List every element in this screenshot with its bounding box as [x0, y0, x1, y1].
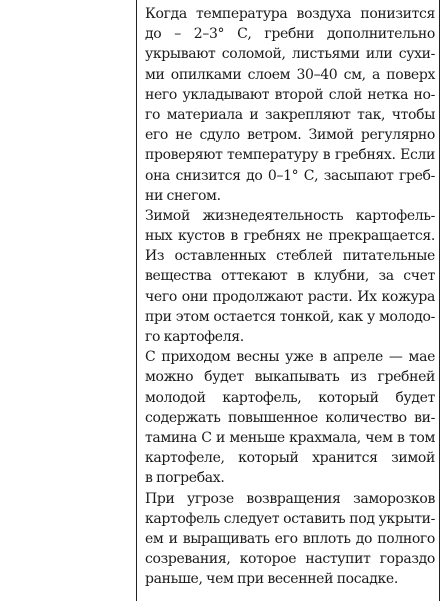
- text-line: Зимой жизнедеятельность картофель-: [145, 207, 435, 224]
- text-line: укрывают соломой, листьями или сухи-: [145, 46, 435, 63]
- text-line: Из оставленных стеблей питательные: [145, 248, 435, 265]
- text-line: ни снегом.: [145, 187, 221, 204]
- text-line: ми опилками слоем 30–40 см, а поверх: [145, 66, 435, 83]
- text-line: при этом остается тонкой, как у молодо-: [145, 308, 435, 325]
- text-line: тамина С и меньше крахмала, чем в том: [145, 429, 435, 446]
- text-line: ных кустов в гребнях не прекращается.: [145, 228, 435, 245]
- text-line: она снизится до 0–1° С, засыпают греб-: [145, 167, 435, 184]
- text-line: можно будет выкапывать из гребней: [145, 369, 435, 386]
- text-line: го материала и закрепляют так, чтобы: [145, 106, 435, 123]
- body-text: [145, 4, 435, 589]
- text-line: молодой картофель, который будет: [145, 389, 435, 406]
- text-line: раньше, чем при весенней посадке.: [145, 571, 398, 588]
- text-line: Когда температура воздуха понизится: [145, 6, 435, 22]
- text-line: него укладывают второй слой нетка но-: [145, 86, 435, 103]
- text-line: проверяют температуру в гребнях. Если: [145, 147, 435, 164]
- text-line: в погребах.: [145, 470, 225, 487]
- text-line: го картофеля.: [145, 329, 244, 345]
- text-line: содержать повышенное количество ви-: [145, 409, 435, 426]
- text-line: до – 2–3° С, гребни дополнительно: [145, 26, 435, 43]
- text-line: вещества оттекают в клубни, за счет: [145, 268, 435, 285]
- text-line: ем и выращивать его вплоть до полного: [145, 530, 435, 547]
- text-line: картофеле, который хранится зимой: [145, 450, 435, 467]
- text-line: чего они продолжают расти. Их кожура: [145, 288, 435, 305]
- right-column-text-cell: [137, 0, 440, 601]
- left-column-empty-cell: [0, 0, 137, 601]
- text-line: При угрозе возвращения заморозков: [145, 490, 435, 507]
- text-line: картофель следует оставить под укрыти-: [145, 510, 435, 527]
- text-line: его не сдуло ветром. Зимой регулярно: [145, 127, 435, 144]
- text-line: созревания, которое наступит гораздо: [145, 551, 435, 568]
- text-line: С приходом весны уже в апреле — мае: [145, 349, 435, 366]
